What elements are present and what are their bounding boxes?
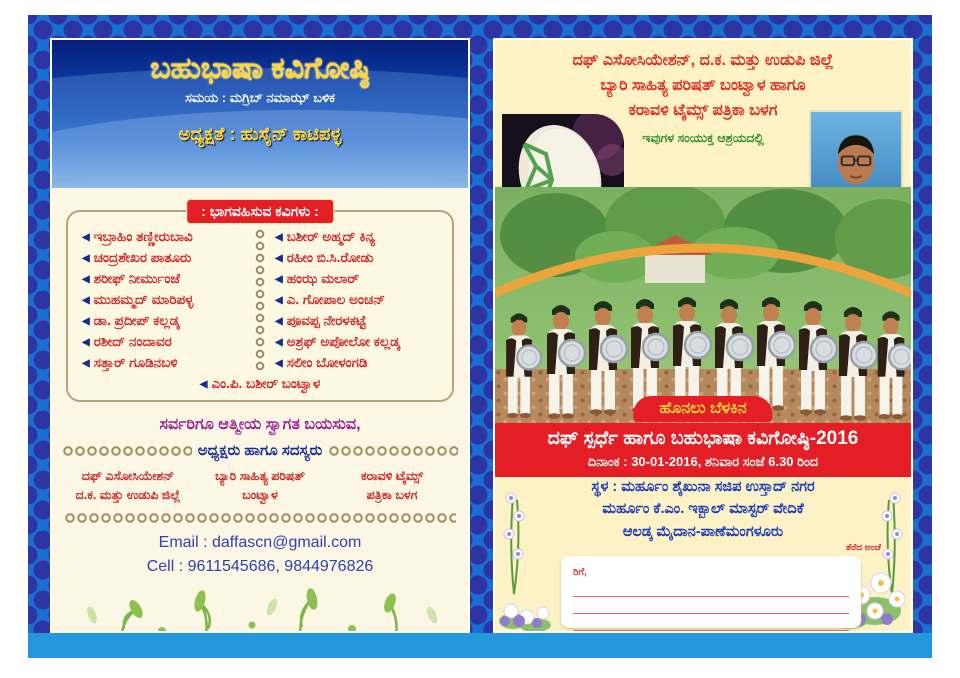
poet-name: ◀ ಮುಹಮ್ಮದ್ ಮಾರಿಪಳ್ಳ <box>82 291 194 307</box>
triangle-bullet-icon: ◀ <box>275 273 283 285</box>
right-panel <box>493 38 913 633</box>
phone-line: Cell : 9611545686, 9844976826 <box>146 557 374 575</box>
organizer: ಕರಾವಳಿ ಟೈಮ್ಸ್ ಪತ್ರಿಕಾ ಬಳಗ <box>360 469 424 503</box>
poet-name: ◀ ಎ. ಗೋಪಾಲ ಅಂಚನ್ <box>275 291 386 307</box>
floral-decoration <box>52 585 468 633</box>
left-panel-body <box>52 203 468 633</box>
address-box <box>561 556 861 628</box>
event-time: ಸಮಯ : ಮಗ್ರಿಬ್ ನಮಾಝ್ ಬಳಿಕ <box>184 90 336 105</box>
email-line: Email : daffascn@gmail.com <box>158 533 362 551</box>
poets-right-column <box>269 226 444 373</box>
venue-line3: ಆಲಡ್ಕ ಮೈದಾನ-ಪಾಣೆಮಂಗಳೂರು <box>622 523 784 540</box>
chain-ornament-icon <box>64 512 456 524</box>
card-bottom-strip <box>28 633 932 658</box>
triangle-bullet-icon: ◀ <box>199 379 208 390</box>
swoosh-decoration <box>52 110 468 188</box>
triangle-bullet-icon: ◀ <box>275 336 283 348</box>
poet-name: ◀ ಎಂ.ಪಿ. ಬಶೀರ್ ಬಂಟ್ವಾಳ <box>199 376 321 391</box>
organizer-header-line1: ದಫ್ ಎಸೋಸಿಯೇಶನ್, ದ.ಕ. ಮತ್ತು ಉಡುಪಿ ಜಿಲ್ಲೆ <box>572 52 834 69</box>
poet-name: ◀ ಡಾ. ಪ್ರದೀಪ್ ಕಲ್ಲಡ್ಕ <box>82 312 180 328</box>
event-title: ಬಹುಭಾಷಾ ಕವಿಗೋಷ್ಠಿ <box>150 52 370 85</box>
open-post-label: ತೆರೆದ ಅಂಚೆ <box>846 542 881 552</box>
poets-left-column <box>76 226 251 373</box>
poet-name: ◀ ಸತ್ತಾರ್ ಗೂಡಿನಬಳಿ <box>82 354 178 370</box>
event-banner <box>495 423 911 477</box>
poets-heading-badge: : ಭಾಗವಹಿಸುವ ಕವಿಗಳು : <box>186 199 334 224</box>
triangle-bullet-icon: ◀ <box>82 252 90 264</box>
triangle-bullet-icon: ◀ <box>82 273 90 285</box>
chain-ornament-icon <box>62 445 192 457</box>
triangle-bullet-icon: ◀ <box>275 231 283 243</box>
triangle-bullet-icon: ◀ <box>82 231 90 243</box>
triangle-bullet-icon: ◀ <box>82 294 90 306</box>
poet-name: ◀ ಹಂಝ ಮಲಾರ್ <box>275 270 360 286</box>
chain-divider-icon <box>255 228 265 371</box>
triangle-bullet-icon: ◀ <box>82 357 90 369</box>
poet-name: ◀ ಇಬ್ರಾಹಿಂ ತಣ್ಣೀರುಬಾವಿ <box>82 228 193 244</box>
event-date-line: ದಿನಾಂಕ : 30-01-2016, ಶನಿವಾರ ಸಂಜೆ 6.30 ರಿಂದ <box>587 454 819 469</box>
organizer-header-line2: ಬ್ಯಾರಿ ಸಾಹಿತ್ಯ ಪರಿಷತ್ ಬಂಟ್ವಾಳ ಹಾಗೂ <box>600 76 806 94</box>
venue-block <box>495 476 911 543</box>
venue-line1: ಸ್ಥಳ : ಮರ್ಹೂಂ ಶೈಖುನಾ ಸಜಿಪ ಉಸ್ತಾದ್ ನಗರ <box>591 479 815 495</box>
members-heading-row <box>62 442 458 459</box>
venue-line2: ಮರ್ಹೂಂ ಕೆ.ಎಂ. ಇಕ್ಬಾಲ್ ಮಾಸ್ಟರ್ ವೇದಿಕೆ <box>602 501 804 518</box>
welcome-line: ಸರ್ವರಿಗೂ ಆತ್ಮೀಯ ಸ್ವಾಗತ ಬಯಸುವ, <box>159 416 361 433</box>
poet-name: ◀ ಪೂವಪ್ಪ ನೇರಳಕಟ್ಟೆ <box>275 312 367 328</box>
left-panel-header <box>52 40 468 188</box>
organizer-header-line3: ಕರಾವಳಿ ಟೈಮ್ಸ್ ಪತ್ರಿಕಾ ಬಳಗ <box>628 101 778 119</box>
address-to-label: ರಿಗೆ, <box>573 567 587 578</box>
address-line <box>573 614 849 631</box>
poet-name: ◀ ರಹೀಂ ಬಿ.ಸಿ.ರೋಡು <box>275 249 374 265</box>
organizer-columns <box>62 467 458 506</box>
triangle-bullet-icon: ◀ <box>275 252 283 264</box>
triangle-bullet-icon: ◀ <box>275 294 283 306</box>
flower-bouquet <box>495 583 565 631</box>
flower-decoration <box>497 476 531 596</box>
poet-name: ◀ ಅಶ್ರಫ್ ಅಪೋಲೋ ಕಲ್ಲಡ್ಕ <box>275 333 401 349</box>
poet-name: ◀ ರಶೀದ್ ನಂದಾವರ <box>82 333 172 349</box>
joint-auspices-line: ಇವುಗಳ ಸಂಯುಕ್ತ ಆಶ್ರಯದಲ್ಲಿ <box>642 131 764 146</box>
triangle-bullet-icon: ◀ <box>275 315 283 327</box>
triangle-bullet-icon: ◀ <box>82 336 90 348</box>
poet-name: ◀ ಚಂದ್ರಶೇಖರ ಪಾತೂರು <box>82 249 192 265</box>
chairman-line: ಅಧ್ಯಕ್ಷತೆ : ಹುಸೈನ್ ಕಾಟಿಪಳ್ಳ <box>178 124 342 144</box>
event-banner-title: ದಫ್ ಸ್ಪರ್ಧೆ ಹಾಗೂ ಬಹುಭಾಷಾ ಕವಿಗೋಷ್ಠಿ-2016 <box>547 428 859 449</box>
banner-tagline: ಹೊನಲು ಬೆಳಕಿನ <box>633 396 772 422</box>
poet-name: ◀ ಶರೀಫ್ ನೀರ್ಮುಂಜೆ <box>82 270 181 286</box>
members-heading: ಅಧ್ಯಕ್ಷರು ಹಾಗೂ ಸದಸ್ಯರು <box>197 442 323 459</box>
card-background <box>28 15 932 658</box>
organizer: ಬ್ಯಾರಿ ಸಾಹಿತ್ಯ ಪರಿಷತ್ ಬಂಟ್ವಾಳ <box>215 469 305 503</box>
left-panel <box>50 38 470 633</box>
address-line <box>573 580 849 597</box>
triangle-bullet-icon: ◀ <box>82 315 90 327</box>
poet-name: ◀ ಸಲೀಂ ಬೋಳಂಗಡಿ <box>275 354 368 370</box>
poets-box <box>66 203 454 402</box>
organizer: ದಫ್ ಎಸೋಸಿಯೇಶನ್ ದ.ಕ. ಮತ್ತು ಉಡುಪಿ ಜಿಲ್ಲೆ <box>75 469 181 503</box>
chain-ornament-icon <box>328 445 458 457</box>
address-line <box>573 597 849 614</box>
poet-name: ◀ ಬಶೀರ್ ಅಹ್ಮದ್ ಕಿನ್ಯ <box>275 228 376 244</box>
triangle-bullet-icon: ◀ <box>275 357 283 369</box>
